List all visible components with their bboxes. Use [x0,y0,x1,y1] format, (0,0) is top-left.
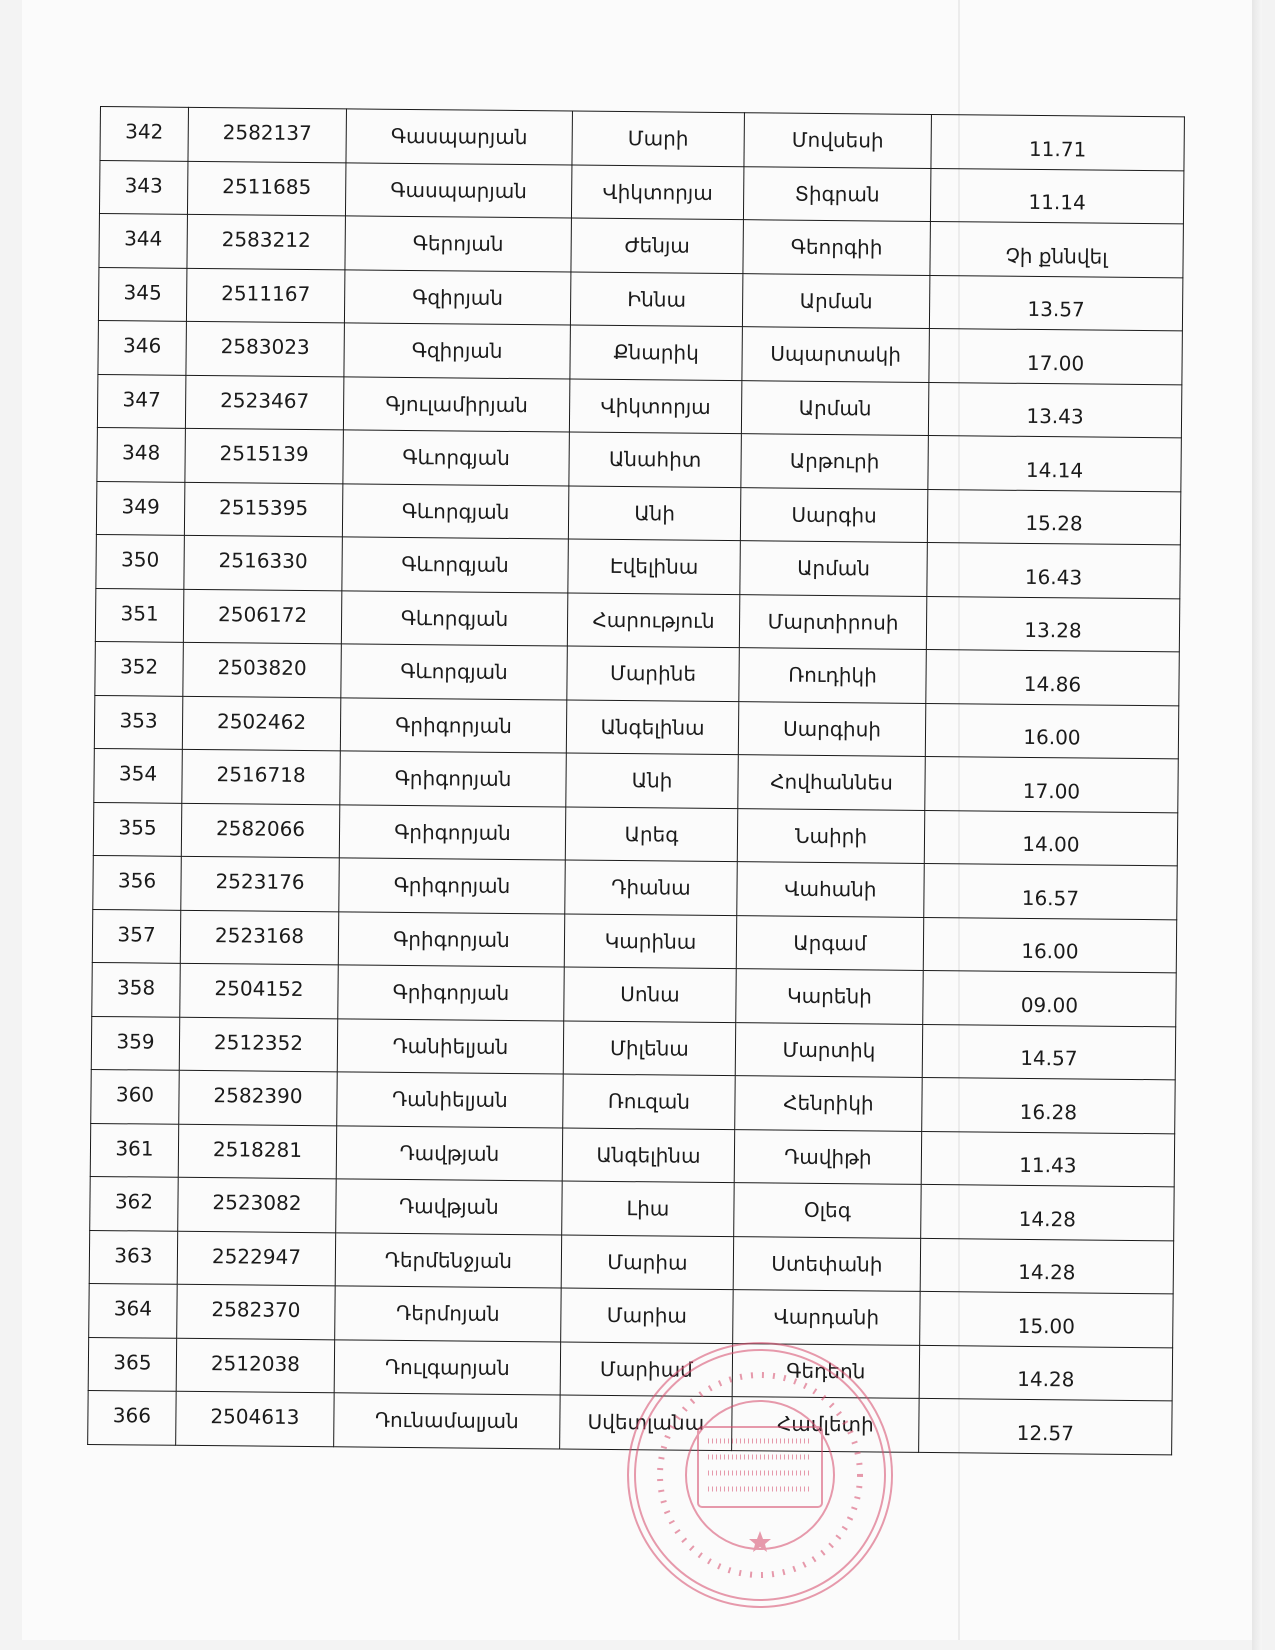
roster-table-body [88,107,1185,1455]
table-row [88,1390,1172,1454]
patronymic-cell: Գեորգիի [743,220,931,275]
name-cell: Անի [566,753,739,808]
surname-cell: Դուլգարյան [334,1339,561,1395]
patronymic-cell: Հովհաննես [738,755,926,810]
surname-cell: Գրիգորյան [338,965,565,1021]
score-cell: 15.00 [920,1291,1174,1347]
applicant-id: 2515395 [184,482,343,537]
applicant-id: 2503820 [183,642,342,697]
row-number: 345 [98,267,187,321]
surname-cell: Գրիգորյան [339,804,566,860]
name-cell: Սոնա [564,967,737,1022]
name-cell: Էվելինա [568,539,741,594]
row-number: 356 [93,855,182,909]
row-number: 346 [98,320,187,374]
name-cell: Կարինա [564,913,737,968]
surname-cell: Գասպարյան [346,109,573,165]
patronymic-cell: Մովսեսի [744,113,932,168]
applicant-id: 2511685 [187,161,346,216]
applicant-id: 2515139 [185,428,344,483]
name-cell: Անի [568,486,741,541]
applicant-id: 2583023 [186,321,345,376]
name-cell: Մարիամ [560,1341,733,1396]
applicant-id: 2518281 [178,1124,337,1179]
score-cell: 11.71 [931,114,1185,170]
applicant-id: 2583212 [187,214,346,269]
applicant-id: 2582390 [179,1070,338,1125]
score-cell: 14.57 [922,1024,1176,1080]
applicant-id: 2511167 [186,268,345,323]
score-cell: 16.00 [923,917,1177,973]
patronymic-cell: Արման [742,273,930,328]
patronymic-cell: Մարտիկ [735,1022,923,1077]
applicant-id: 2582370 [177,1284,336,1339]
surname-cell: Գևորգյան [342,537,569,593]
name-cell: Ժենյա [571,218,744,273]
name-cell: Մարի [572,111,745,166]
row-number: 359 [91,1016,180,1070]
applicant-id: 2504152 [180,963,339,1018]
patronymic-cell: Սպարտակի [742,327,930,382]
surname-cell: Գերոյան [345,216,572,272]
patronymic-cell: Արթուրի [741,434,929,489]
name-cell: Հարություն [567,593,740,648]
page-edge [1252,0,1262,1650]
surname-cell: Դավթյան [336,1179,563,1235]
applicant-id: 2523467 [185,375,344,430]
surname-cell: Գզիրյան [344,323,571,379]
applicant-id: 2582137 [188,107,347,162]
surname-cell: Դերմոյան [335,1286,562,1342]
surname-cell: Դանիելյան [337,1018,564,1074]
name-cell: Ռուզան [563,1074,736,1129]
score-cell: 15.28 [927,489,1181,545]
surname-cell: Գևորգյան [341,644,568,700]
name-cell: Անգելինա [562,1127,735,1182]
applicant-id: 2523082 [178,1177,337,1232]
score-cell: 17.00 [925,756,1179,812]
score-cell: 16.00 [925,703,1179,759]
applicant-id: 2582066 [181,803,340,858]
roster-table-container [87,106,1184,1455]
name-cell: Սվետլանա [560,1395,733,1450]
surname-cell: Դավթյան [336,1125,563,1181]
score-cell: 16.57 [924,863,1178,919]
score-cell: 14.14 [928,435,1182,491]
patronymic-cell: Վահանի [737,862,925,917]
score-cell: 11.43 [921,1131,1175,1187]
score-cell: 12.57 [919,1398,1173,1454]
name-cell: Քնարիկ [570,325,743,380]
row-number: 354 [94,748,183,802]
patronymic-cell: Ռուդիկի [739,648,927,703]
patronymic-cell: Արգամ [736,915,924,970]
patronymic-cell: Նաիրի [737,808,925,863]
row-number: 350 [96,534,185,588]
name-cell: Անահիտ [569,432,742,487]
applicant-id: 2516330 [184,535,343,590]
patronymic-cell: Տիգրան [743,166,931,221]
surname-cell: Գևորգյան [343,430,570,486]
surname-cell: Գասպարյան [345,162,572,218]
score-cell: 17.00 [929,328,1183,384]
score-cell: 14.28 [921,1184,1175,1240]
surname-cell: Գրիգորյան [340,751,567,807]
row-number: 358 [92,962,181,1016]
row-number: 352 [95,641,184,695]
row-number: 351 [95,588,184,642]
row-number: 366 [88,1390,177,1444]
applicant-id: 2523168 [180,910,339,965]
name-cell: Մարինե [567,646,740,701]
name-cell: Մարիա [561,1234,734,1289]
row-number: 357 [92,909,181,963]
row-number: 353 [94,695,183,749]
score-cell: Չի քննվել [930,221,1184,277]
name-cell: Մարիա [561,1288,734,1343]
name-cell: Դիանա [565,860,738,915]
name-cell: Վիկտորյա [569,379,742,434]
patronymic-cell: Սարգիս [740,487,928,542]
score-cell: 09.00 [923,970,1177,1026]
surname-cell: Դերմենջյան [335,1232,562,1288]
score-cell: 14.00 [924,810,1178,866]
row-number: 365 [88,1337,177,1391]
name-cell: Լիա [562,1181,735,1236]
patronymic-cell: Համլետի [732,1397,920,1452]
score-cell: 11.14 [930,168,1184,224]
applicant-id: 2523176 [181,856,340,911]
patronymic-cell: Հենրիկի [735,1076,923,1131]
patronymic-cell: Արման [740,541,928,596]
applicant-id: 2512352 [179,1017,338,1072]
patronymic-cell: Վարդանի [733,1290,921,1345]
name-cell: Անգելինա [566,700,739,755]
surname-cell: Գրիգորյան [339,858,566,914]
surname-cell: Գզիրյան [344,269,571,325]
row-number: 348 [97,427,186,481]
patronymic-cell: Դավիթի [734,1129,922,1184]
row-number: 362 [90,1176,179,1230]
row-number: 342 [100,107,189,161]
name-cell: Իննա [570,272,743,327]
surname-cell: Գյուլամիրյան [343,376,570,432]
applicant-id: 2502462 [182,696,341,751]
score-cell: 16.28 [922,1077,1176,1133]
applicant-id: 2522947 [177,1231,336,1286]
name-cell: Վիկտորյա [571,165,744,220]
row-number: 360 [91,1069,180,1123]
score-cell: 13.57 [929,275,1183,331]
name-cell: Արեգ [565,807,738,862]
row-number: 349 [96,481,185,535]
surname-cell: Գրիգորյան [340,697,567,753]
row-number: 364 [89,1283,178,1337]
score-cell: 14.28 [920,1238,1174,1294]
patronymic-cell: Օլեգ [734,1183,922,1238]
surname-cell: Գրիգորյան [338,911,565,967]
row-number: 361 [90,1123,179,1177]
score-cell: 13.28 [926,596,1180,652]
applicant-id: 2506172 [183,589,342,644]
applicant-id: 2504613 [176,1391,335,1446]
name-cell: Միլենա [563,1020,736,1075]
surname-cell: Դունամալյան [334,1393,561,1449]
applicant-id: 2512038 [176,1338,335,1393]
surname-cell: Դանիելյան [337,1072,564,1128]
row-number: 347 [97,374,186,428]
patronymic-cell: Ստեփանի [733,1236,921,1291]
score-cell: 16.43 [927,542,1181,598]
row-number: 344 [99,213,188,267]
patronymic-cell: Կարենի [736,969,924,1024]
patronymic-cell: Գեդեոն [732,1343,920,1398]
row-number: 363 [89,1230,178,1284]
surname-cell: Գևորգյան [341,590,568,646]
applicant-id: 2516718 [182,749,341,804]
roster-table [87,106,1185,1455]
patronymic-cell: Սարգիսի [738,701,926,756]
score-cell: 14.28 [919,1345,1173,1401]
row-number: 343 [99,160,188,214]
score-cell: 14.86 [926,649,1180,705]
patronymic-cell: Արման [741,380,929,435]
score-cell: 13.43 [928,382,1182,438]
patronymic-cell: Մարտիրոսի [739,594,927,649]
row-number: 355 [93,802,182,856]
surname-cell: Գևորգյան [342,483,569,539]
